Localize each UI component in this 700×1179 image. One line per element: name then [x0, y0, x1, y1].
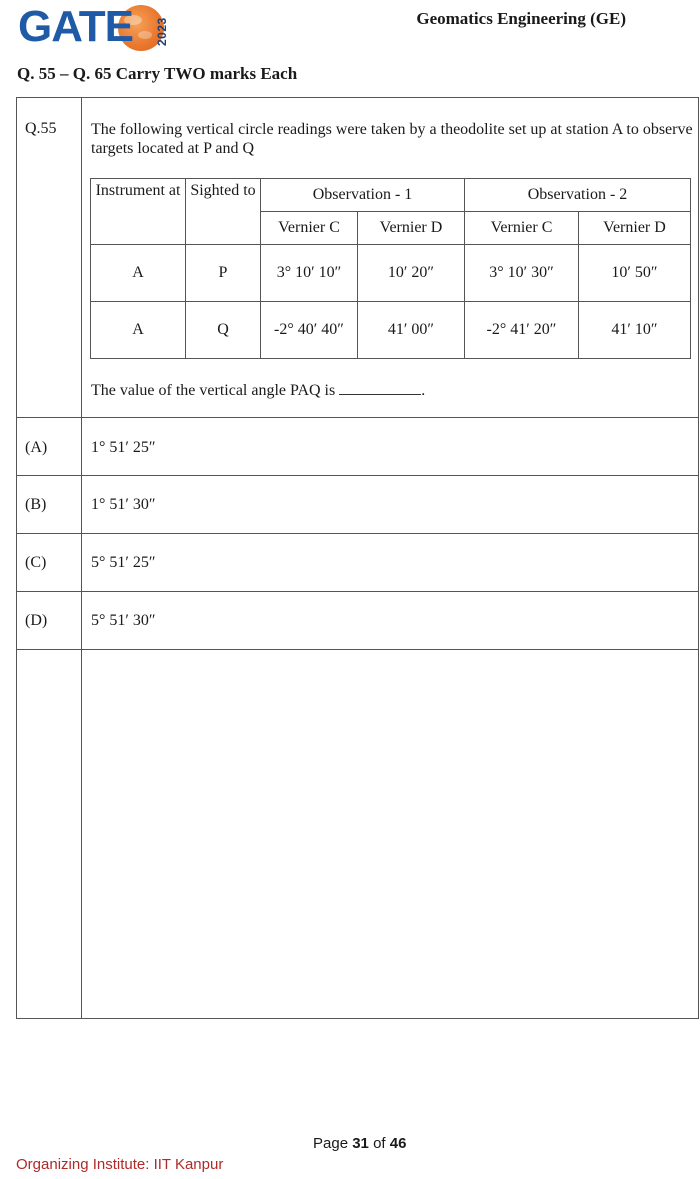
table-row: [91, 302, 691, 359]
divider: [17, 533, 698, 534]
option-d-value[interactable]: 5° 51′ 30″: [91, 612, 156, 629]
question-box: [16, 97, 699, 1019]
logo-text: GATE: [18, 2, 133, 51]
divider: [17, 475, 698, 476]
cell-obs1-d: 10′ 20″: [358, 245, 465, 302]
header-vernier-d-1: Vernier D: [358, 212, 465, 245]
question-number: Q.55: [25, 120, 57, 137]
cell-sighted: Q: [186, 302, 261, 359]
cell-obs2-d: 10′ 50″: [579, 245, 691, 302]
page-number: [313, 1135, 406, 1152]
cell-instrument: A: [91, 302, 186, 359]
option-a-value[interactable]: 1° 51′ 25″: [91, 439, 156, 456]
cell-instrument: A: [91, 245, 186, 302]
logo-year: 2023: [155, 17, 169, 46]
header-vernier-c-2: Vernier C: [465, 212, 579, 245]
cell-obs2-c: 3° 10′ 30″: [465, 245, 579, 302]
header-sighted-to: Sighted to: [186, 179, 261, 245]
cell-obs2-c: -2° 41′ 20″: [465, 302, 579, 359]
option-a-label: (A): [25, 439, 48, 456]
paper-title: Geomatics Engineering (GE): [416, 9, 626, 28]
cell-obs2-d: 41′ 10″: [579, 302, 691, 359]
header-vernier-d-2: Vernier D: [579, 212, 691, 245]
table-row: [91, 245, 691, 302]
divider: [17, 417, 698, 418]
option-b-value[interactable]: 1° 51′ 30″: [91, 496, 156, 513]
organizing-institute: Organizing Institute: IIT Kanpur: [16, 1156, 224, 1173]
page-current: 31: [352, 1135, 369, 1152]
option-d-label: (D): [25, 612, 48, 629]
cell-sighted: P: [186, 245, 261, 302]
answer-blank: [339, 380, 421, 395]
prompt-end: .: [421, 382, 426, 399]
header-vernier-c-1: Vernier C: [261, 212, 358, 245]
header-observation-2: Observation - 2: [465, 179, 691, 212]
column-divider: [81, 98, 82, 1018]
question-prompt: [91, 380, 425, 400]
cell-obs1-c: 3° 10′ 10″: [261, 245, 358, 302]
section-heading: Q. 55 – Q. 65 Carry TWO marks Each: [17, 64, 298, 83]
question-text: The following vertical circle readings were taken by a theodolite set up at station A to observe targets located at P and Q: [91, 121, 693, 157]
header-observation-1: Observation - 1: [261, 179, 465, 212]
option-c-value[interactable]: 5° 51′ 25″: [91, 554, 156, 571]
header-instrument-at: Instrument at: [91, 179, 186, 245]
cell-obs1-d: 41′ 00″: [358, 302, 465, 359]
page-total: 46: [389, 1135, 407, 1152]
divider: [17, 649, 698, 650]
cell-obs1-c: -2° 40′ 40″: [261, 302, 358, 359]
gate-logo: [18, 2, 168, 52]
page-of: of: [373, 1135, 386, 1152]
page-prefix: Page: [313, 1135, 349, 1152]
prompt-text: The value of the vertical angle PAQ is: [91, 382, 336, 399]
option-b-label: (B): [25, 496, 47, 513]
divider: [17, 591, 698, 592]
option-c-label: (C): [25, 554, 47, 571]
readings-table: [90, 178, 691, 359]
